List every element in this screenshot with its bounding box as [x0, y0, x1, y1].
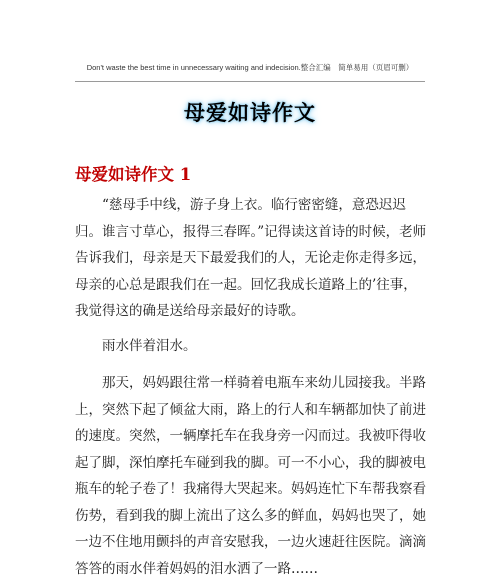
header-divider [75, 81, 425, 82]
paragraph: 那天，妈妈跟往常一样骑着电瓶车来幼儿园接我。半路上，突然下起了倾盆大雨，路上的行人和车辆都加快了前进的速度。突然，一辆摩托车在我身旁一闪而过。我被吓得收起了脚，深怕摩托车碰到我的脚。可一不小心，我的脚被电瓶车的轮子卷了！我痛得大哭起来。妈妈连忙下车帮我察看伤势，看到我的脚上流出了这么多的鲜血，妈妈也哭了，她一边不住地用颤抖的声音安慰我，一边火速赶往医院。滴滴答答的雨水伴着妈妈的泪水洒了一路…… [75, 375, 426, 577]
paragraph-block-1 [75, 192, 427, 325]
paragraph-block-3 [75, 370, 427, 582]
document-title: 母爱如诗作文 [184, 100, 316, 125]
page-header-note: Don't waste the best time in unnecessary waiting and indecision.整合汇编 简单易用（页眉可删） [86, 63, 414, 72]
paragraph-block-2 [75, 333, 427, 360]
paragraph: “慈母手中线，游子身上衣。临行密密缝，意恐迟迟归。谁言寸草心，报得三春晖。”记得读这首诗的时候，老师告诉我们，母亲是天下最爱我们的人，无论走你走得多远，母亲的心总是跟我们在一起。回忆我成长道路上的’往事，我觉得这的确是送给母亲最好的诗歌。 [75, 197, 427, 319]
section-heading: 母爱如诗作文 1 [75, 165, 192, 184]
paragraph: 雨水伴着泪水。 [102, 338, 197, 354]
